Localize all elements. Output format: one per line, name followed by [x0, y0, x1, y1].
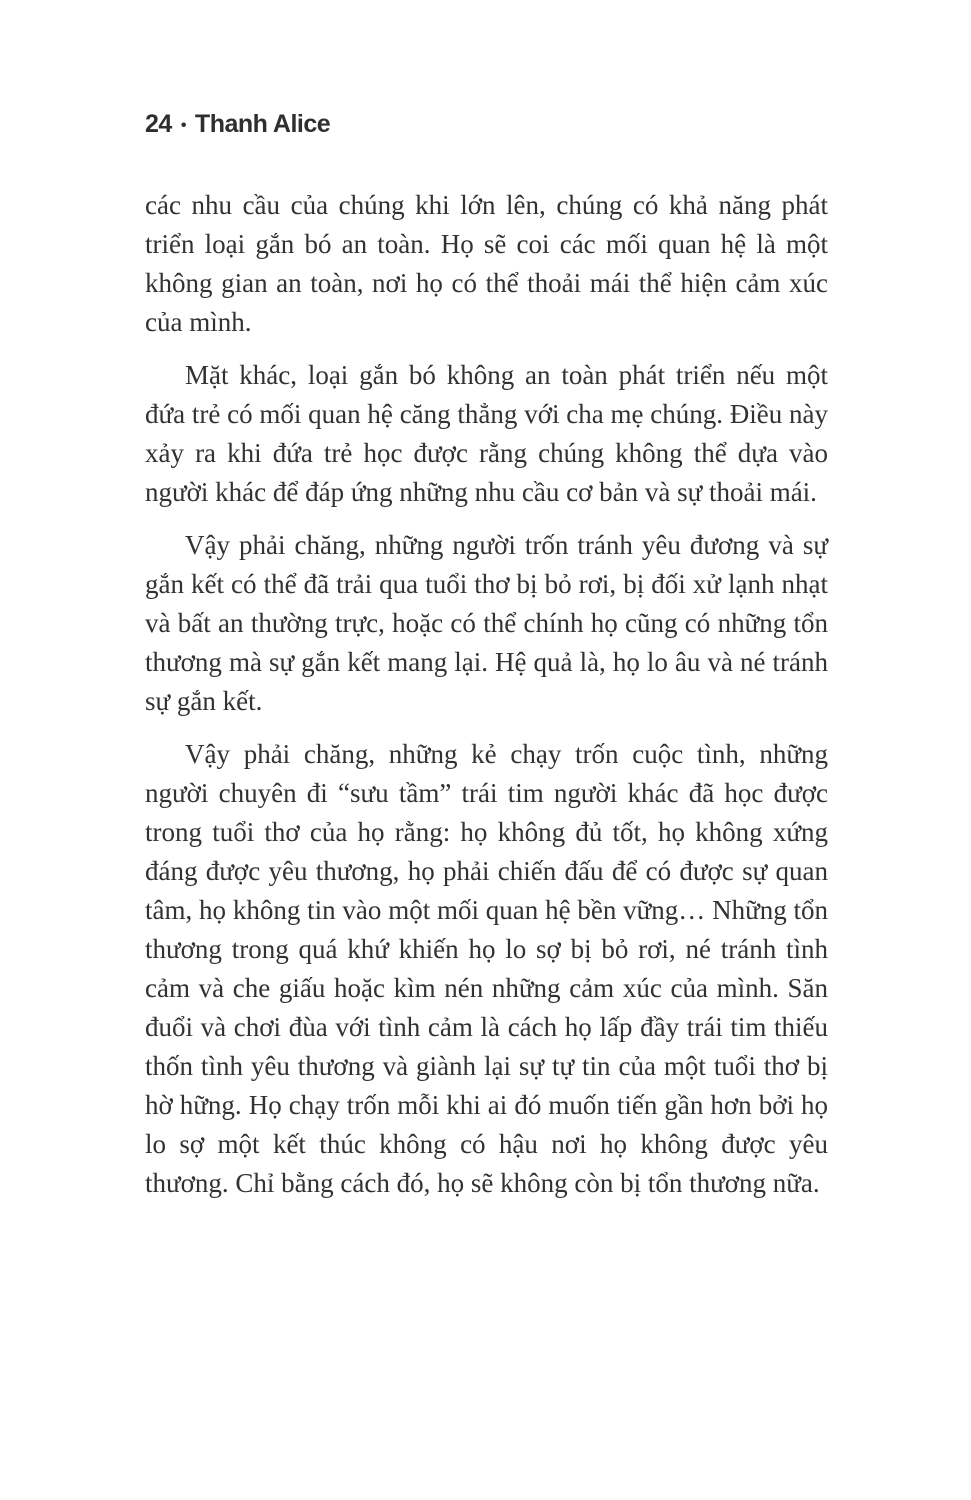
- paragraph: Mặt khác, loại gắn bó không an toàn phát triển nếu một đứa trẻ có mối quan hệ căng thẳng với cha mẹ chúng. Điều này xảy ra khi đứa trẻ học được rằng chúng không thể dựa vào người khác để đáp ứng những nhu cầu cơ bản và sự thoải mái.: [145, 360, 828, 507]
- running-header: [145, 110, 828, 139]
- body-text: [145, 186, 828, 1217]
- header-separator-dot: •: [180, 116, 186, 134]
- paragraph: các nhu cầu của chúng khi lớn lên, chúng có khả năng phát triển loại gắn bó an toàn. Họ sẽ coi các mối quan hệ là một không gian an toàn, nơi họ có thể thoải mái thể hiện cảm xúc của mình.: [145, 190, 828, 337]
- page-number: 24: [145, 110, 172, 138]
- paragraph: Vậy phải chăng, những kẻ chạy trốn cuộc tình, những người chuyên đi “sưu tầm” trái tim người khác đã học được trong tuổi thơ của họ rằng: họ không đủ tốt, họ không xứng đáng được yêu thương, họ phải chiến đấu để có được sự quan tâm, họ không tin vào một mối quan hệ bền vững… Những tổn thương trong quá khứ khiến họ lo sợ bị bỏ rơi, né tránh tình cảm và che giấu hoặc kìm nén những cảm xúc của mình. Săn đuổi và chơi đùa với tình cảm là cách họ lấp đầy trái tim thiếu thốn tình yêu thương và giành lại sự tự tin của một tuổi thơ bị hờ hững. Họ chạy trốn mỗi khi ai đó muốn tiến gần hơn bởi họ lo sợ một kết thúc không có hậu nơi họ không được yêu thương. Chỉ bằng cách đó, họ sẽ không còn bị tổn thương nữa.: [145, 739, 828, 1198]
- header-book-title: Thanh Alice: [194, 110, 331, 138]
- paragraph: Vậy phải chăng, những người trốn tránh yêu đương và sự gắn kết có thể đã trải qua tuổi thơ bị bỏ rơi, bị đối xử lạnh nhạt và bất an thường trực, hoặc có thể chính họ cũng có những tổn thương mà sự gắn kết mang lại. Hệ quả là, họ lo âu và né tránh sự gắn kết.: [145, 530, 828, 716]
